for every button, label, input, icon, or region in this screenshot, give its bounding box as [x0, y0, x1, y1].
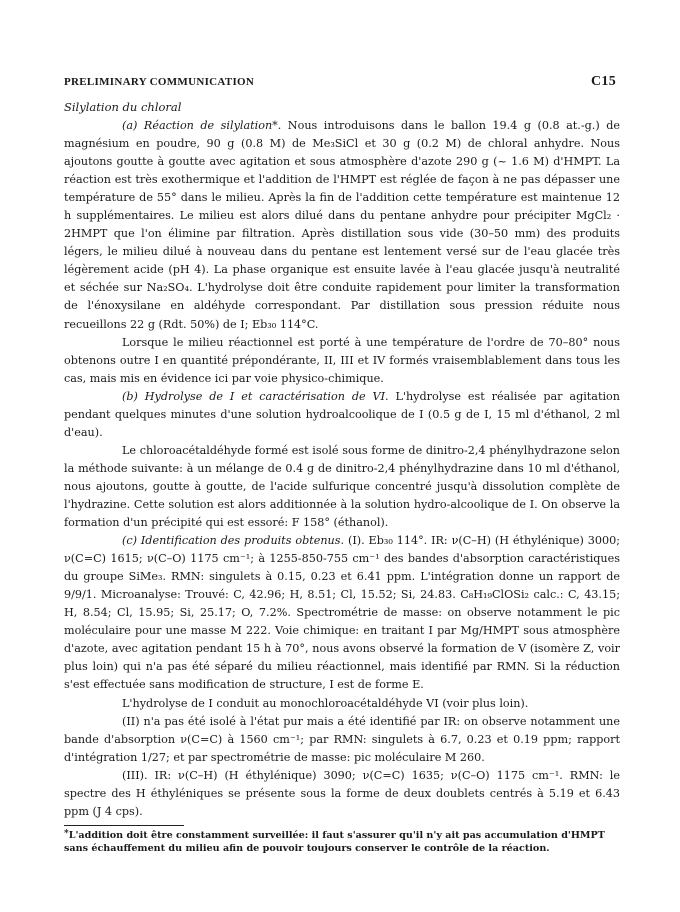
paragraph-compound-ii	[64, 713, 620, 767]
paragraph-text: (III). IR: ν(C–H) (H éthylénique) 3090; ν(C=C) 1635; ν(C–O) 1175 cm⁻¹. RMN: le spectre des H éthyléniques se présente sous la forme de deux doublets centrés à 5.19 et 6.43 ppm (J 4 cps).	[64, 768, 620, 818]
footnote-text: L'addition doit être constamment surveillée: il faut s'assurer qu'il n'y ait pas accumulation d'HMPT sans échauffement du milieu afin de pouvoir toujours conserver le contrôle de la réaction.	[64, 829, 605, 854]
paragraph-identification	[64, 532, 620, 694]
paragraph-text: Nous introduisons dans le ballon 19.4 g (0.8 at.-g.) de magnésium en poudre, 90 g (0.8 M) de Me₃SiCl et 30 g (0.2 M) de chloral anhydre. Nous ajoutons goutte à goutte avec agitation et sous atmosphère d'azote 290 g (~ 1.6 M) d'HMPT. La réaction est très exothermique et l'addition de l'HMPT est réglée de façon à ne pas dépasser une température de 55° dans le milieu. Après la fin de l'addition cette température est maintenue 12 h supplémentaires. Le milieu est alors dilué dans du pentane anhydre pour précipiter MgCl₂ · 2HMPT que l'on élimine par filtration. Après distillation sous vide (30–50 mm) des produits légers, le milieu dilué à nouveau dans du pentane est lentement versé sur de l'eau glacée très légèrement acide (pH 4). La phase organique est ensuite lavée à l'eau glacée jusqu'à neutralité et séchée sur Na₂SO₄. L'hydrolyse doit être conduite rapidement pour limiter la transformation de l'énoxysilane en aldéhyde correspondant. Par distillation sous pression réduite nous recueillons 22 g (Rdt. 50%) de I; Eb₃₀ 114°C.	[64, 119, 620, 331]
paragraph-high-temperature	[64, 334, 620, 388]
section-title: Silylation du chloral	[64, 100, 182, 114]
running-head	[64, 74, 620, 90]
paragraph-hydrolysis	[64, 388, 620, 442]
paragraph-hydrazone	[64, 442, 620, 532]
paragraph-lead: (a) Réaction de silylation*.	[122, 119, 282, 132]
paragraph-text: (I). Eb₃₀ 114°. IR: ν(C–H) (H éthylénique) 3000; ν(C=C) 1615; ν(C–O) 1175 cm⁻¹; à 1255-850-755 cm⁻¹ des bandes d'absorption caractéristiques du groupe SiMe₃. RMN: singulets à 0.15, 0.23 et 6.41 ppm. L'intégration donne un rapport de 9/9/1. Microanalyse: Trouvé: C, 42.96; H, 8.51; Cl, 15.52; Si, 24.83. C₈H₁₉ClOSi₂ calc.: C, 43.15; H, 8.54; Cl, 15.95; Si, 25.17; O, 7.2%. Spectrométrie de masse: on observe notamment le pic moléculaire pour une masse M 222. Voie chimique: en traitant I par Mg/HMPT sous atmosphère d'azote, avec agitation pendant 15 h à 70°, nous avons observé la formation de V (isomère Z, voir plus loin) qui n'a pas été séparé du milieu réactionnel, mais identifié par RMN. Si la réduction s'est effectuée sans modification de structure, I est de forme E.	[64, 534, 620, 692]
footnote	[64, 828, 620, 855]
paragraph-text: Le chloroacétaldéhyde formé est isolé sous forme de dinitro-2,4 phénylhydrazone selon la méthode suivante: à un mélange de 0.4 g de dinitro-2,4 phénylhydrazine dans 10 ml d'éthanol, nous ajoutons, goutte à goutte, de l'acide sulfurique concentré jusqu'à dissolution complète de l'hydrazine. Cette solution est alors additionnée à la solution hydro-alcoolique de I. On observe la formation d'un précipité qui est essoré: F 158° (éthanol).	[64, 443, 620, 530]
running-title: PRELIMINARY COMMUNICATION	[64, 76, 255, 88]
paragraph-text: Lorsque le milieu réactionnel est porté à une température de l'ordre de 70–80° nous obtenons outre I en quantité prépondérante, II, III et IV formés vraisemblablement dans tous les cas, mais mis en évidence ici par voie physico-chimique.	[64, 335, 620, 385]
paragraph-text: L'hydrolyse de I conduit au monochloroacétaldéhyde VI (voir plus loin).	[122, 696, 529, 710]
paragraph-silylation-reaction	[64, 117, 620, 334]
paragraph-text: L'hydrolyse est réalisée par agitation pendant quelques minutes d'une solution hydroalcoolique de I (0.5 g de I, 15 ml d'éthanol, 2 ml d'eau).	[64, 389, 620, 439]
footnote-mark: *	[64, 828, 69, 839]
footnote-divider	[64, 825, 184, 826]
paragraph-text: (II) n'a pas été isolé à l'état pur mais a été identifié par IR: on observe notamment une bande d'absorption ν(C=C) à 1560 cm⁻¹; par RMN: singulets à 6.7, 0.23 et 0.19 ppm; rapport d'intégration 1/27; et par spectrométrie de masse: pic moléculaire M 260.	[64, 714, 620, 764]
page	[64, 74, 620, 855]
paragraph-hydrolysis-i	[64, 695, 620, 713]
paragraph-lead: (b) Hydrolyse de I et caractérisation de VI.	[122, 389, 389, 403]
page-number: C15	[590, 74, 616, 89]
paragraph-compound-iii	[64, 767, 620, 821]
paragraph-lead: (c) Identification des produits obtenus.	[122, 534, 345, 548]
